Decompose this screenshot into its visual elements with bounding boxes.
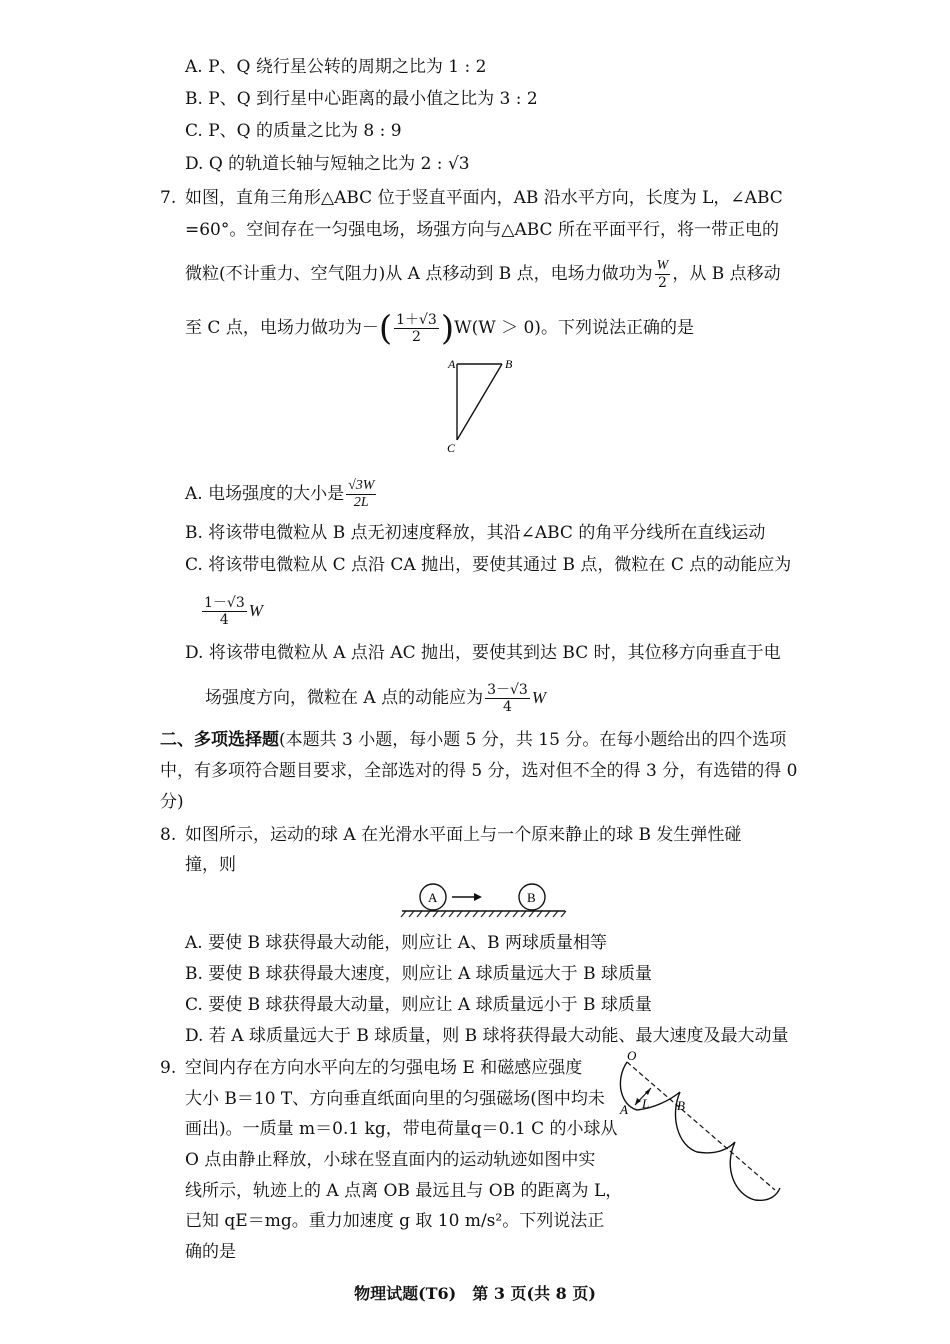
q6-option-d	[185, 152, 470, 176]
label-b: B	[505, 357, 513, 371]
q8-line-1: 如图所示，运动的球 A 在光滑水平面上与一个原来静止的球 B 发生弹性碰	[185, 825, 742, 845]
q9-line-2: 大小 B＝10 T、方向垂直纸面向里的匀强磁场(图中均未	[185, 1089, 605, 1109]
q6-option-d-text: D. Q 的轨道长轴与短轴之比为 2 :	[185, 154, 448, 174]
q7-line-3-tail: ，从 B 点移动	[672, 264, 781, 284]
q9-number: 9.	[160, 1058, 177, 1078]
label-l: L	[642, 1096, 650, 1111]
section-2-title: 二、多项选择题	[160, 730, 279, 750]
q9-line-6: 已知 qE＝mg。重力加速度 g 取 10 m/s²。下列说法正	[185, 1211, 605, 1231]
section-2-instructions: (本题共 3 小题，每小题 5 分，共 15 分。在每小题给出的四个选项	[279, 730, 787, 750]
ball-a-label: A	[428, 890, 438, 905]
q7-option-d-w: W	[531, 688, 547, 707]
q7-line-3-text: 微粒(不计重力、空气阻力)从 A 点移动到 B 点，电场力做功为	[185, 264, 653, 284]
label-c: C	[447, 441, 456, 455]
q7-fraction-w-2: $\frac{W}{2}$	[656, 258, 669, 291]
q7-line-2: =60°。空间存在一匀强电场，场强方向与△ABC 所在平面平行，将一带正电的	[185, 220, 779, 240]
q9-trajectory-figure	[615, 1050, 785, 1210]
q8-option-c: C. 要使 B 球获得最大动量，则应让 A 球质量远小于 B 球质量	[185, 995, 652, 1015]
q6-option-c: C. P、Q 的质量之比为 8 : 9	[185, 121, 402, 141]
q7-option-d-fraction: $\frac{3-√3}{4}$	[487, 682, 528, 715]
trajectory-arc-1	[620, 1062, 680, 1110]
label-b: B	[677, 1098, 685, 1113]
q7-option-c-fraction: $\frac{1-√3}{4}$	[204, 595, 245, 628]
q8-option-b: B. 要使 B 球获得最大速度，则应让 A 球质量远大于 B 球质量	[185, 964, 652, 984]
q7-option-b: B. 将该带电微粒从 B 点无初速度释放，其沿∠ABC 的角平分线所在直线运动	[185, 523, 766, 543]
q7-option-a-fraction: $\frac{√3W}{2L}$	[348, 478, 375, 510]
q7-option-c: C. 将该带电微粒从 C 点沿 CA 抛出，要使其通过 B 点，微粒在 C 点的动能应为	[185, 555, 792, 575]
q7-option-a	[185, 478, 378, 511]
label-o: O	[627, 1048, 637, 1063]
section-2-line-3: 分)	[160, 792, 184, 812]
page-footer: 物理试题(T6) 第 3 页(共 8 页)	[354, 1284, 596, 1303]
q6-option-b: B. P、Q 到行星中心距离的最小值之比为 3 : 2	[185, 89, 538, 109]
q9-line-7: 确的是	[185, 1242, 236, 1262]
section-2-line-2: 中，有多项符合题目要求，全部选对的得 5 分，选对但不全的得 3 分，有选错的得 0	[160, 761, 798, 781]
label-a: A	[448, 357, 456, 371]
q7-line-4-text: 至 C 点，电场力做功为－	[185, 318, 379, 338]
q7-line-4: 至 C 点，电场力做功为－( $\frac{1+√3}{2}$ )W(W ＞ 0)。下列说法正确的是	[185, 308, 694, 349]
q9-line-5: 线所示，轨迹上的 A 点离 OB 最远且与 OB 的距离为 L，	[185, 1181, 623, 1201]
q7-option-d-line-2	[205, 682, 546, 715]
trajectory-arc-3	[730, 1142, 780, 1200]
q9-line-1: 空间内存在方向水平向左的匀强电场 E 和磁感应强度	[185, 1058, 583, 1078]
q8-line-2: 撞，则	[185, 855, 236, 875]
q8-option-a: A. 要使 B 球获得最大动能，则应让 A、B 两球质量相等	[185, 933, 607, 953]
q7-triangle-figure	[440, 350, 530, 460]
q9-line-4: O 点由静止释放，小球在竖直面内的运动轨迹如图中实	[185, 1150, 596, 1170]
q7-fraction-1-root3-2: $\frac{1+√3}{2}$	[396, 312, 437, 345]
q7-option-d: D. 将该带电微粒从 A 点沿 AC 抛出，要使其到达 BC 时，其位移方向垂直于电	[185, 643, 781, 663]
ground-hatching	[401, 911, 566, 917]
label-a: A	[620, 1102, 628, 1117]
q7-option-c-value	[200, 595, 263, 628]
q9-line-3: 画出)。一质量 m＝0.1 kg，带电荷量q＝0.1 C 的小球从	[185, 1119, 618, 1139]
q8-collision-figure	[400, 880, 570, 920]
q7-line-1: 如图，直角三角形△ABC 位于竖直平面内，AB 沿水平方向，长度为 L，∠ABC	[185, 188, 783, 208]
section-2-header	[160, 728, 786, 752]
q6-option-a: A. P、Q 绕行星公转的周期之比为 1 : 2	[185, 57, 487, 77]
q6-option-d-root: √3	[447, 154, 470, 174]
q7-number: 7.	[160, 188, 177, 208]
q8-number: 8.	[160, 825, 177, 845]
triangle-side-bc	[457, 364, 502, 440]
q7-option-a-text: A. 电场强度的大小是	[185, 484, 345, 504]
q7-line-3	[185, 258, 781, 291]
q8-option-d: D. 若 A 球质量远大于 B 球质量，则 B 球将获得最大动能、最大速度及最大动量	[185, 1026, 789, 1046]
q7-line-4-tail: W(W ＞ 0)。下列说法正确的是	[454, 318, 694, 338]
ball-b-label: B	[527, 890, 536, 905]
q7-option-c-w: W	[248, 601, 263, 620]
q7-option-d-text: 场强度方向，微粒在 A 点的动能应为	[205, 688, 484, 708]
line-ob	[627, 1062, 775, 1190]
velocity-arrowhead	[474, 893, 482, 901]
